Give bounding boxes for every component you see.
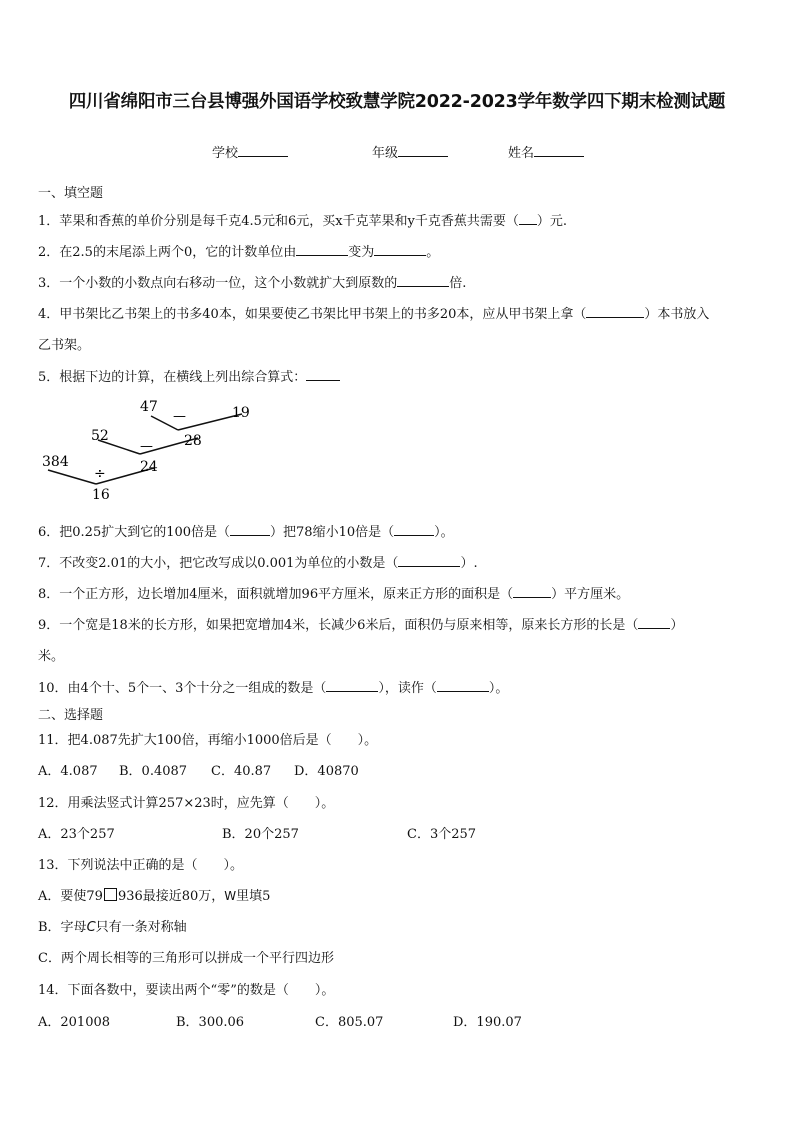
q2-answer-blank-1[interactable] [296,243,348,256]
q14-option-c[interactable]: C．805.07 [315,1015,384,1030]
question-5: 5．根据下边的计算，在横线上列出综合算式： [38,366,340,385]
letter-c-glyph: C [86,920,96,935]
question-4: 4．甲书架比乙书架上的书多40本，如果要使乙书架比甲书架上的书多20本，应从甲书架上拿（ ）本书放入 [38,307,710,322]
q13-option-a[interactable]: A．要使79 936最接近80万，W里填5 [38,889,271,904]
calc-number-52: 52 [91,428,109,444]
calc-minus-op-2: — [140,439,153,454]
calc-number-24: 24 [140,459,158,475]
calc-number-28: 28 [184,433,202,449]
grade-field[interactable] [372,142,448,161]
q6-answer-blank-2[interactable] [394,523,434,536]
question-13: 13．下列说法中正确的是（ ）。 [38,858,244,873]
calc-number-47: 47 [140,399,158,415]
calc-diagram [40,392,270,504]
name-label: 姓名 [508,146,535,161]
question-11: 11．把4.087先扩大100倍，再缩小1000倍后是（ ）。 [38,733,378,748]
q7-answer-blank[interactable] [398,554,460,567]
question-9-cont: 米。 [38,649,65,664]
q13-option-b[interactable]: B．字母C只有一条对称轴 [38,920,187,935]
calc-number-384: 384 [42,454,69,470]
q3-answer-blank[interactable] [397,274,449,287]
calc-minus-op-1: — [173,409,186,424]
calc-divide-op: ÷ [94,466,106,482]
q11-option-d[interactable]: D．40870 [294,764,359,779]
school-field[interactable] [212,142,288,161]
q4-answer-blank[interactable] [586,305,644,318]
name-field[interactable] [508,142,584,161]
q5-answer-blank[interactable] [306,368,340,381]
q12-option-a[interactable]: A．23个257 [38,827,115,842]
calc-number-19: 19 [232,405,250,421]
question-2: 2．在2.5的末尾添上两个0，它的计数单位由 变为 。 [38,245,440,260]
q12-option-b[interactable]: B．20个257 [222,827,299,842]
section-fill-title: 一、填空题 [38,186,104,201]
section-choice-title: 二、选择题 [38,708,104,723]
q14-option-a[interactable]: A．201008 [38,1015,111,1030]
school-label: 学校 [212,146,239,161]
q2-answer-blank-2[interactable] [374,243,426,256]
question-7: 7．不改变2.01的大小，把它改写成以0.001为单位的小数是（ ）. [38,556,478,571]
grade-label: 年级 [372,146,399,161]
question-12: 12．用乘法竖式计算257×23时，应先算（ ）。 [38,796,335,811]
q11-option-c[interactable]: C．40.87 [211,764,272,779]
question-14: 14．下面各数中，要读出两个“零”的数是（ ）。 [38,983,335,998]
q11-option-b[interactable]: B．0.4087 [119,764,188,779]
blank-box-icon [104,888,117,901]
q10-answer-blank-1[interactable] [326,679,378,692]
q11-option-a[interactable]: A．4.087 [38,764,98,779]
q6-answer-blank-1[interactable] [230,523,270,536]
question-10: 10．由4个十、5个一、3个十分之一组成的数是（ ），读作（ ）。 [38,681,509,696]
q14-option-b[interactable]: B．300.06 [176,1015,245,1030]
q9-answer-blank[interactable] [638,616,670,629]
question-3: 3．一个小数的小数点向右移动一位，这个小数就扩大到原数的 倍. [38,276,467,291]
question-1: 1．苹果和香蕉的单价分别是每千克4.5元和6元，买x千克苹果和y千克香蕉共需要（ ）元. [38,214,568,229]
q8-answer-blank[interactable] [513,585,551,598]
calc-number-16: 16 [92,487,110,503]
page-title: 四川省绵阳市三台县博强外国语学校致慧学院2022-2023学年数学四下期末检测试题 [68,92,726,112]
q13-box-letter: W [224,889,237,903]
question-8: 8．一个正方形，边长增加4厘米，面积就增加96平方厘米，原来正方形的面积是（ ）平方厘米。 [38,587,630,602]
question-6: 6．把0.25扩大到它的100倍是（ ）把78缩小10倍是（ ）。 [38,525,454,540]
q1-answer-blank[interactable] [519,212,537,225]
question-9: 9．一个宽是18米的长方形，如果把宽增加4米，长减少6米后，面积仍与原来相等，原来长方形的长是（ ） [38,618,684,633]
q13-option-c[interactable]: C．两个周长相等的三角形可以拼成一个平行四边形 [38,951,334,966]
q10-answer-blank-2[interactable] [437,679,489,692]
q12-option-c[interactable]: C．3个257 [407,827,477,842]
q14-option-d[interactable]: D．190.07 [453,1015,522,1030]
question-4-cont: 乙书架。 [38,338,91,353]
